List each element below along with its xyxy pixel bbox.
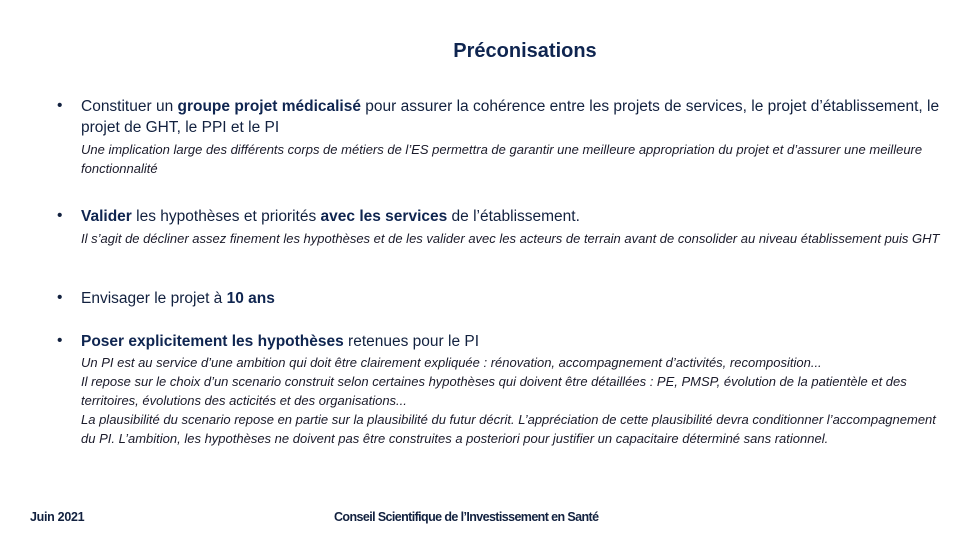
text-run: pour assurer la cohérence entre les projets de services, le projet d’établissement, le projet de GHT, le PPI et le PI [81,98,940,136]
text-run-bold: Valider [81,208,132,225]
text-run: les hypothèses et priorités [131,208,321,225]
recommendation-4 [81,331,940,352]
text-run-bold: avec les services [320,208,448,225]
text-run: Constituer un [81,98,178,115]
recommendation-1 [81,96,940,138]
text-run: retenues pour le PI [343,333,480,350]
text-run: Envisager le projet à [81,290,227,307]
recommendation-2-detail: Il s’agit de décliner assez finement les hypothèses et de les valider avec les acteurs de terrain avant de consolider au niveau établissement puis GHT [81,231,940,246]
recommendation-2 [81,206,940,227]
detail-line: Il repose sur le choix d’un scenario construit selon certaines hypothèses qui doivent être détaillées : PE, PMSP, évolution de la patientèle et des territoires, évolutions des acticités et des organisations... [81,374,907,408]
bullet-icon: • [57,289,63,306]
text-run: de l’établissement. [447,208,580,225]
recommendation-4-detail [81,353,942,448]
slide-title: Préconisations [453,40,597,62]
text-run-bold: Poser explicitement les hypothèses [81,333,344,350]
detail-line: La plausibilité du scenario repose en partie sur la plausibilité du futur décrit. L’appréciation de cette plausibilité devra conditionner l’accompagnement du PI. L’ambition, les hypothèses ne doivent pas être construites a posteriori pour justifier un capacitaire déterminé sans rationnel. [81,412,936,446]
detail-line: Un PI est au service d’une ambition qui doit être clairement expliquée : rénovation, accompagnement d’activités, recomposition... [81,355,822,370]
bullet-icon: • [57,97,63,114]
bullet-icon: • [57,332,63,349]
text-run-bold: 10 ans [226,290,275,307]
recommendation-3 [81,288,940,309]
bullet-icon: • [57,207,63,224]
footer-organization: Conseil Scientifique de l’Investissement en Santé [334,510,599,524]
footer-date: Juin 2021 [30,510,85,524]
text-run-bold: groupe projet médicalisé [177,98,361,115]
recommendation-1-detail: Une implication large des différents corps de métiers de l’ES permettra de garantir une meilleure appropriation du projet et d’assurer une meilleure fonctionnalité [81,142,923,176]
